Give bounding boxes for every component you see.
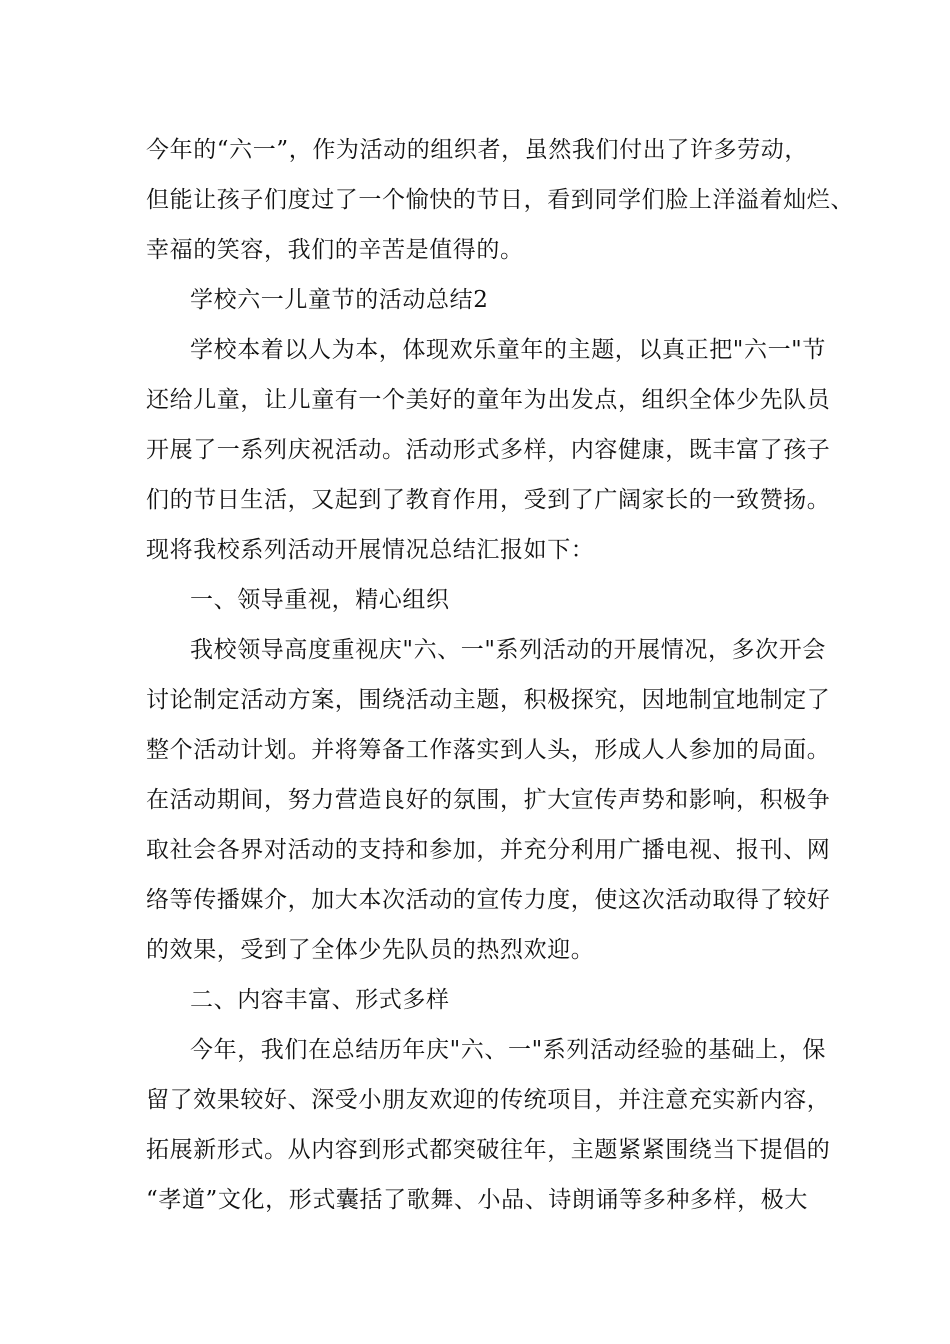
paragraph-line: 但能让孩子们度过了一个愉快的节日，看到同学们脸上洋溢着灿烂、	[146, 187, 854, 213]
paragraph-line: 学校本着以人为本，体现欢乐童年的主题，以真正把"六一"节	[190, 337, 826, 363]
section-title: 学校六一儿童节的活动总结2	[190, 287, 489, 313]
paragraph-line: 们的节日生活，又起到了教育作用，受到了广阔家长的一致赞扬。	[146, 487, 831, 513]
paragraph-line: 今年，我们在总结历年庆"六、一"系列活动经验的基础上，保	[190, 1037, 826, 1063]
paragraph-line: 络等传播媒介，加大本次活动的宣传力度，使这次活动取得了较好	[146, 887, 831, 913]
paragraph-line: 的效果，受到了全体少先队员的热烈欢迎。	[146, 937, 595, 963]
paragraph-line: 今年的“六一”，作为活动的组织者，虽然我们付出了许多劳动，	[146, 137, 808, 163]
paragraph-line: 留了效果较好、深受小朋友欢迎的传统项目，并注意充实新内容，	[146, 1087, 831, 1113]
paragraph-line: 开展了一系列庆祝活动。活动形式多样，内容健康，既丰富了孩子	[146, 437, 831, 463]
paragraph-line: 现将我校系列活动开展情况总结汇报如下：	[146, 537, 595, 563]
paragraph-line: 拓展新形式。从内容到形式都突破往年，主题紧紧围绕当下提倡的	[146, 1137, 831, 1163]
paragraph-line: 在活动期间，努力营造良好的氛围，扩大宣传声势和影响，积极争	[146, 787, 831, 813]
section-heading: 二、内容丰富、形式多样	[190, 987, 450, 1013]
paragraph-line: 我校领导高度重视庆"六、一"系列活动的开展情况，多次开会	[190, 637, 826, 663]
paragraph-line: 还给儿童，让儿童有一个美好的童年为出发点，组织全体少先队员	[146, 387, 831, 413]
paragraph-line: “孝道”文化，形式囊括了歌舞、小品、诗朗诵等多种多样，极大	[146, 1187, 808, 1213]
paragraph-line: 幸福的笑容，我们的辛苦是值得的。	[146, 237, 524, 263]
paragraph-line: 整个活动计划。并将筹备工作落实到人头，形成人人参加的局面。	[146, 737, 831, 763]
paragraph-line: 取社会各界对活动的支持和参加，并充分利用广播电视、报刊、网	[146, 837, 831, 863]
section-heading: 一、领导重视，精心组织	[190, 587, 450, 613]
paragraph-line: 讨论制定活动方案，围绕活动主题，积极探究，因地制宜地制定了	[146, 687, 831, 713]
